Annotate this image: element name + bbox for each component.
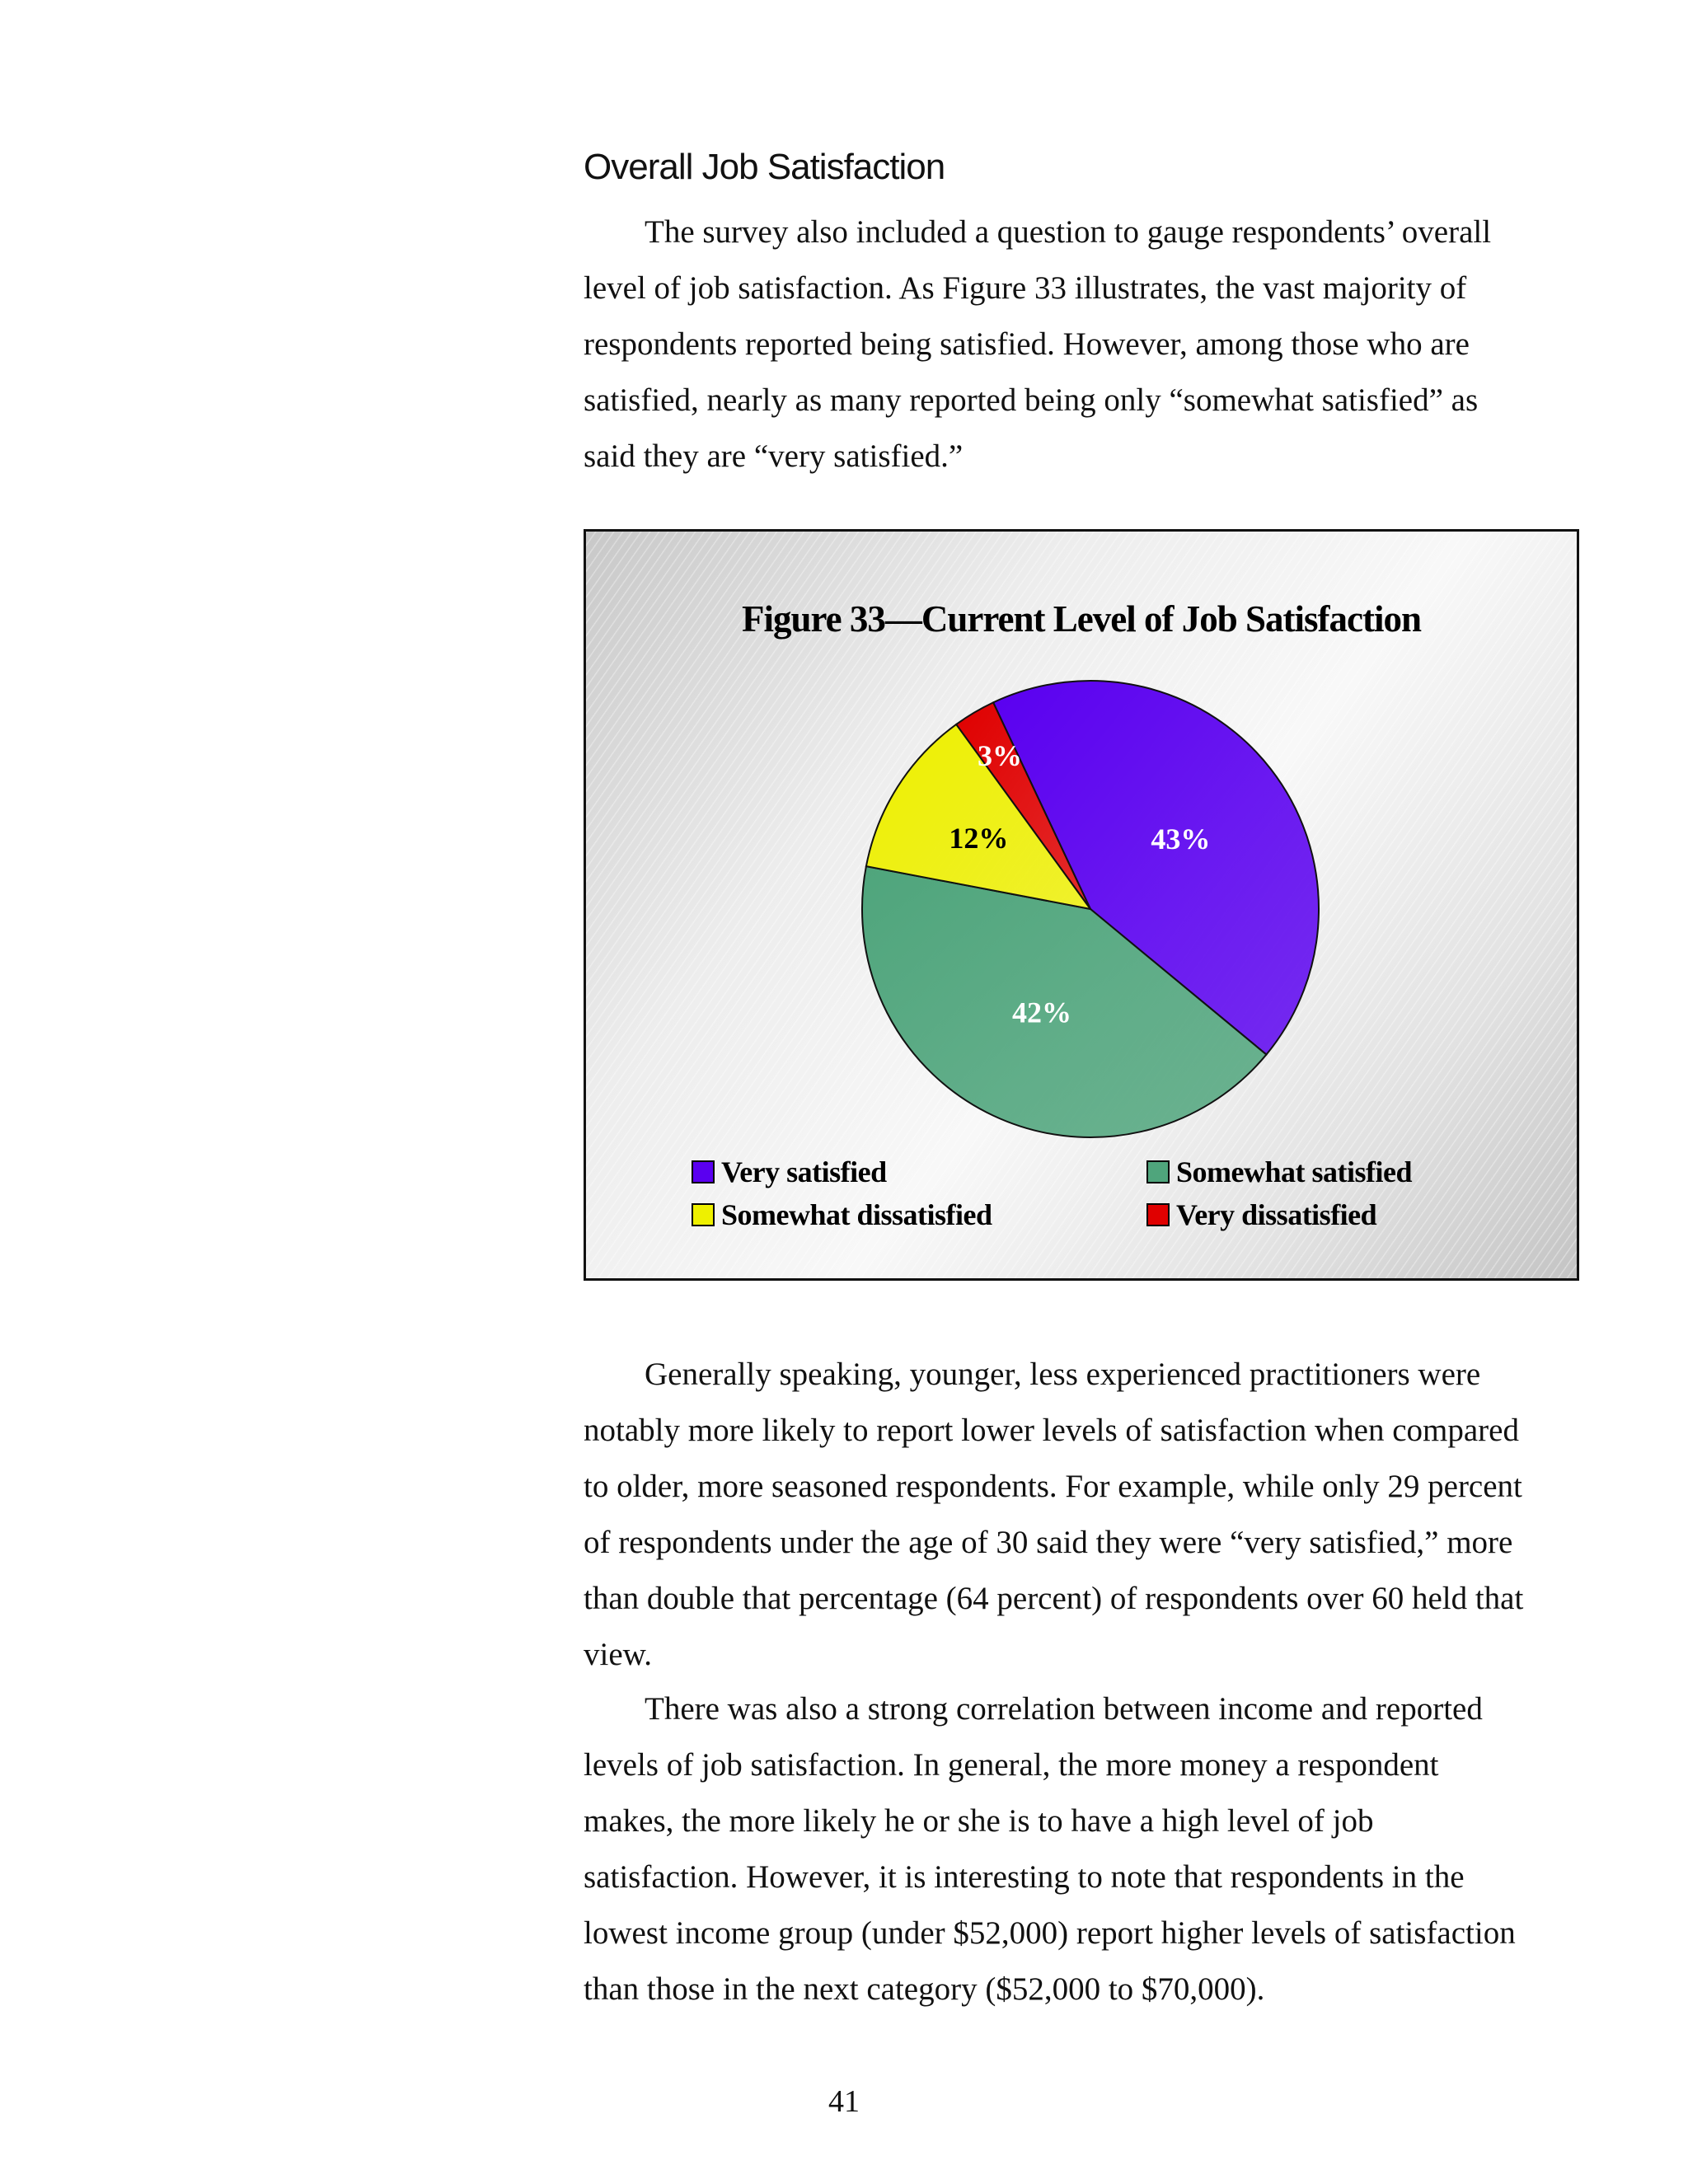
legend-item-very-dissatisfied <box>1146 1197 1376 1232</box>
legend-swatch-very-satisfied <box>692 1160 715 1183</box>
intro-paragraph: The survey also included a question to gauge respondents’ overall level of job satisfaction. As Figure 33 illustrates, the vast majority of respondents reported being satisfied. However, among those who are satisfied, nearly as many reported being only “somewhat satisfied” as said they are “very satisfied.” <box>584 214 1492 474</box>
pie-data-label: 3% <box>978 739 1023 773</box>
pie-data-label: 43% <box>1151 823 1211 856</box>
legend-item-somewhat-dissatisfied <box>692 1197 992 1232</box>
legend-label: Very dissatisfied <box>1176 1198 1377 1231</box>
legend-swatch-somewhat-satisfied <box>1146 1160 1170 1183</box>
pie-data-label: 12% <box>949 821 1009 855</box>
legend-swatch-somewhat-dissatisfied <box>692 1203 715 1226</box>
legend-label: Very satisfied <box>721 1155 887 1188</box>
legend-label: Somewhat satisfied <box>1176 1155 1412 1188</box>
page-number: 41 <box>828 2084 860 2119</box>
legend-swatch-very-dissatisfied <box>1146 1203 1170 1226</box>
legend-label: Somewhat dissatisfied <box>721 1198 992 1231</box>
income-paragraph: There was also a strong correlation between income and reported levels of job satisfaction. In general, the more money a respondent makes, the more likely he or she is to have a high level of job satisfaction. However, it is interesting to note that respondents in the lowest income group (under $52,000) report higher levels of satisfaction than those in the next category ($52,000 to $70,000). <box>584 1691 1516 2007</box>
legend-item-very-satisfied <box>692 1155 887 1189</box>
pie-data-label: 42% <box>1012 996 1072 1029</box>
legend-item-somewhat-satisfied <box>1146 1155 1412 1189</box>
chart-title: Figure 33—Current Level of Job Satisfaction <box>741 598 1422 640</box>
age-paragraph: Generally speaking, younger, less experienced practitioners were notably more likely to report lower levels of satisfaction when compared to older, more seasoned respondents. For example, while only 29 percent of respondents under the age of 30 said they were “very satisfied,” more than double that percentage (64 percent) of respondents over 60 held that view. <box>584 1357 1524 1672</box>
section-heading: Overall Job Satisfaction <box>584 147 945 187</box>
figure-33 <box>584 529 1579 1281</box>
